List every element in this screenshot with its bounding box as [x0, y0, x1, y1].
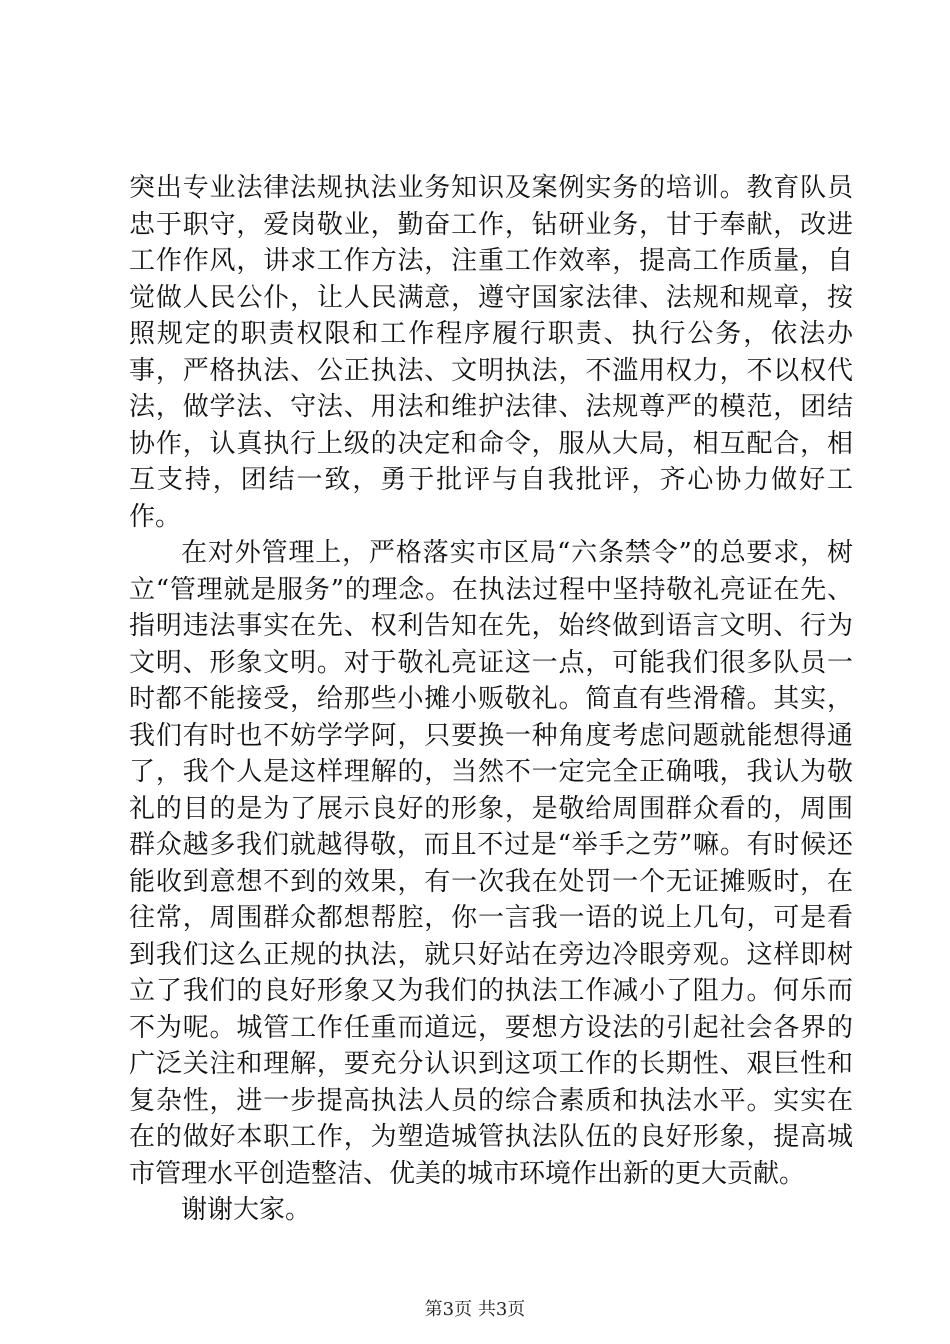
document-body	[129, 170, 853, 1229]
page-number-footer: 第3页 共3页	[424, 1299, 526, 1320]
paragraph-training: 突出专业法律法规执法业务知识及案例实务的培训。教育队员忠于职守，爱岗敬业，勤奋工作，钻研业务，甘于奉献，改进工作作风，讲求工作方法，注重工作效率，提高工作质量，自觉做人民公仆，让人民满意，遵守国家法律、法规和规章，按照规定的职责权限和工作程序履行职责、执行公务，依法办事，严格执法、公正执法、文明执法，不滥用权力，不以权代法，做学法、守法、用法和维护法律、法规尊严的模范，团结协作，认真执行上级的决定和命令，服从大局，相互配合，相互支持，团结一致，勇于批评与自我批评，齐心协力做好工作。	[129, 173, 853, 532]
paragraph-external-management: 在对外管理上，严格落实市区局“六条禁令”的总要求，树立“管理就是服务”的理念。在执法过程中坚持敬礼亮证在先、指明违法事实在先、权利告知在先，始终做到语言文明、行为文明、形象文明。对于敬礼亮证这一点，可能我们很多队员一时都不能接受，给那些小摊小贩敬礼。简直有些滑稽。其实，我们有时也不妨学学阿，只要换一种角度考虑问题就能想得通了，我个人是这样理解的，当然不一定完全正确哦，我认为敬礼的目的是为了展示良好的形象，是敬给周围群众看的，周围群众越多我们就越得敬，而且不过是“举手之劳”嘛。有时候还能收到意想不到的效果，有一次我在处罚一个无证摊贩时，在往常，周围群众都想帮腔，你一言我一语的说上几句，可是看到我们这么正规的执法，就只好站在旁边冷眼旁观。这样即树立了我们的良好形象又为我们的执法工作减小了阻力。何乐而不为呢。城管工作任重而道远，要想方设法的引起社会各界的广泛关注和理解，要充分认识到这项工作的长期性、艰巨性和复杂性，进一步提高执法人员的综合素质和执法水平。实实在在的做好本职工作，为塑造城管执法队伍的良好形象，提高城市管理水平创造整洁、优美的城市环境作出新的更大贡献。	[129, 538, 853, 1189]
paragraph-thanks: 谢谢大家。	[181, 1195, 312, 1225]
